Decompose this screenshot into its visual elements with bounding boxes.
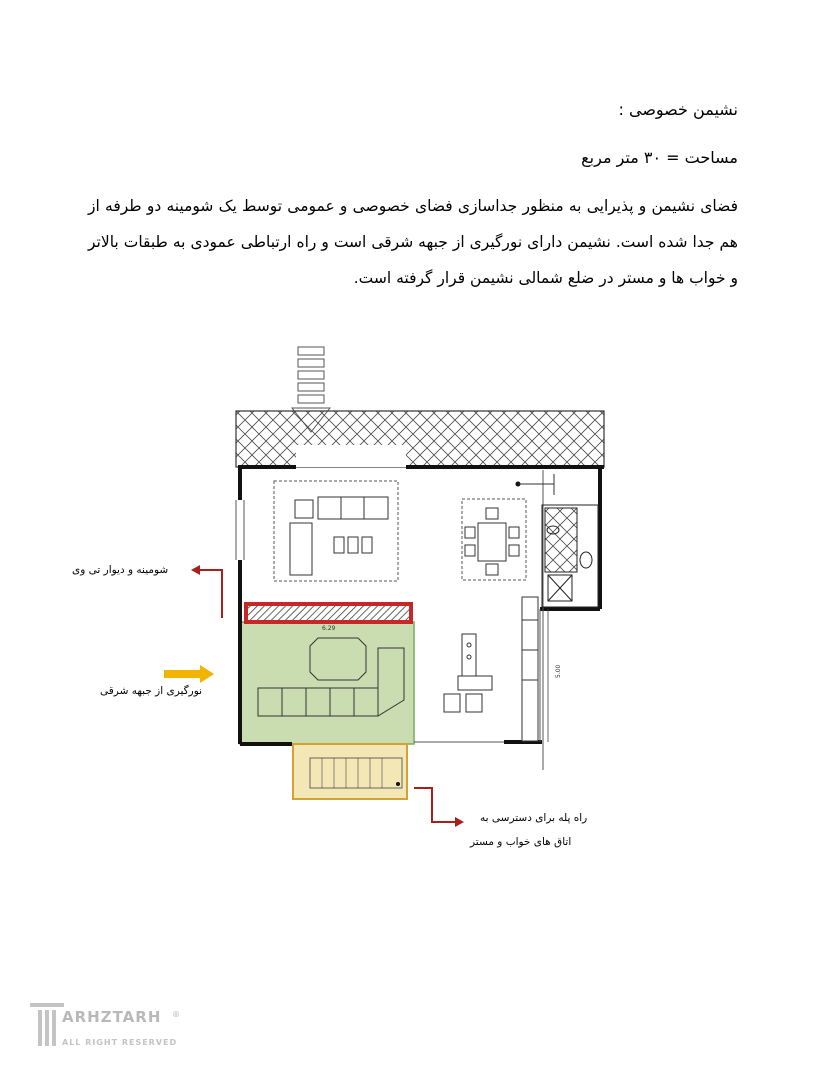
- area-text: مساحت = ۳۰ متر مربع: [581, 148, 738, 167]
- canopy-hatch: [236, 411, 604, 467]
- brand-registered: ®: [172, 1010, 180, 1019]
- bathroom: [542, 505, 598, 607]
- description-paragraph: فضای نشیمن و پذیرایی به منظور جداسازی فضای خصوصی و عمومی توسط یک شومینه دو طرفه از هم جدا شده است. نشیمن دارای نورگیری از جبهه شرقی است و راه ارتباطی عمودی به طبقات بالاتر و خواب ها و مستر در ضلع شمالی نشیمن قرار گرفته است.: [88, 197, 738, 287]
- sofa-set-upper: [290, 497, 388, 575]
- callout-fireplace: [200, 570, 222, 618]
- brand-logo-icon: [30, 1000, 66, 1050]
- kitchen: [444, 597, 538, 741]
- page-heading: نشیمن خصوصی :: [618, 100, 738, 119]
- fireplace-highlight: [246, 604, 411, 622]
- label-stairs-line1: راه پله برای دسترسی به: [480, 812, 588, 824]
- height-dimension: 5.00: [555, 664, 562, 678]
- stairs: [293, 744, 407, 799]
- living-highlight: [240, 622, 414, 744]
- callout-light-arrow: [164, 665, 214, 683]
- brand-name: ARHZTARH: [62, 1008, 162, 1026]
- callout-stairs: [414, 788, 455, 822]
- dining-table: [465, 508, 519, 575]
- label-light: نورگیری از جبهه شرقی: [100, 685, 203, 697]
- width-dimension: 6.29: [322, 625, 336, 632]
- label-stairs-line2: اتاق های خواب و مستر: [470, 836, 572, 848]
- brand-tagline: ALL RIGHT RESERVED: [62, 1038, 178, 1047]
- label-fireplace: شومینه و دیوار تی وی: [72, 564, 169, 576]
